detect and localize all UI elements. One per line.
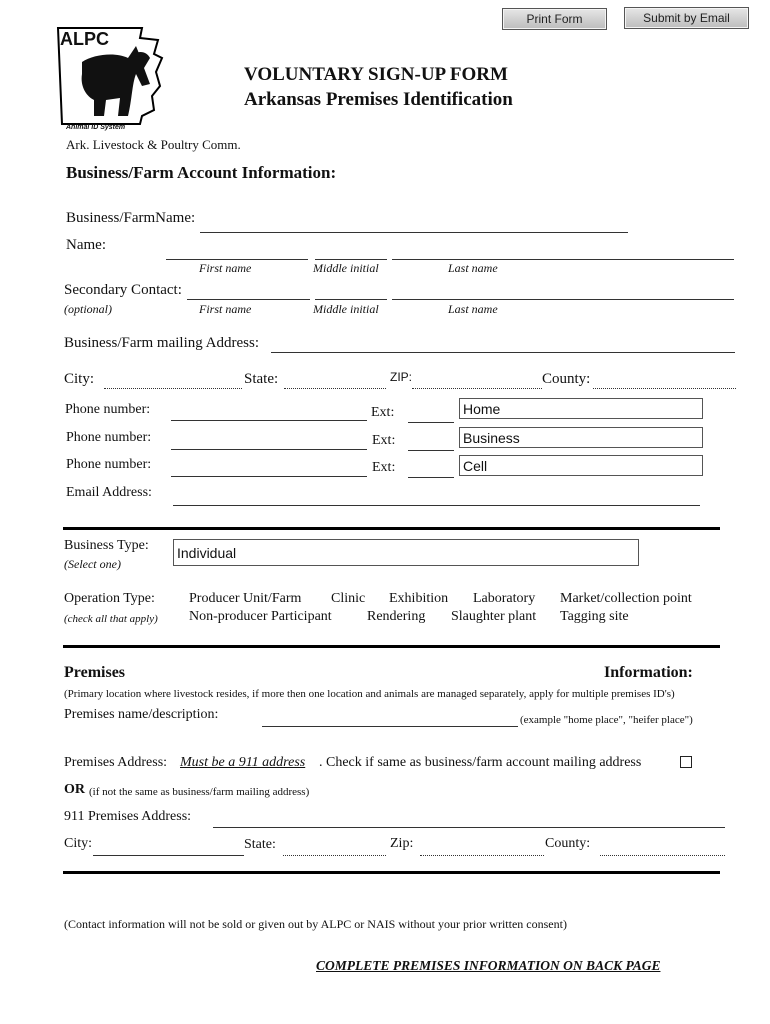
- ext-label-2: Ext:: [372, 433, 396, 448]
- phone-type-select-1[interactable]: Home: [459, 398, 703, 419]
- middle-initial-caption: Middle initial: [313, 261, 379, 275]
- secondary-first-name-caption: First name: [199, 302, 252, 316]
- middle-initial-field[interactable]: [315, 259, 387, 260]
- business-type-hint: (Select one): [64, 557, 121, 571]
- farm-name-label: Business/FarmName:: [66, 210, 196, 226]
- secondary-last-name-field[interactable]: [392, 299, 734, 300]
- premises-zip-field[interactable]: [420, 855, 544, 856]
- premises-example: (example "home place", "heifer place"): [520, 714, 693, 726]
- premises-name-field[interactable]: [262, 726, 518, 727]
- consent-note: (Contact information will not be sold or given out by ALPC or NAIS without your prior written consent): [64, 917, 567, 931]
- secondary-first-name-field[interactable]: [187, 299, 310, 300]
- organization-name: Ark. Livestock & Poultry Comm.: [66, 137, 241, 152]
- premises-911-address-field[interactable]: [213, 827, 725, 828]
- phone-label-2: Phone number:: [66, 430, 152, 445]
- logo-text: ALPC: [60, 29, 109, 49]
- op-laboratory[interactable]: Laboratory: [473, 591, 536, 606]
- print-form-button[interactable]: Print Form: [502, 8, 607, 30]
- op-market-collection[interactable]: Market/collection point: [560, 591, 692, 606]
- zip-label: ZIP:: [390, 370, 413, 384]
- premises-zip-label: Zip:: [390, 836, 414, 851]
- operation-type-label: Operation Type:: [64, 591, 155, 606]
- ext-field-3[interactable]: [408, 477, 454, 478]
- business-type-label: Business Type:: [64, 538, 149, 553]
- phone-label-3: Phone number:: [66, 457, 152, 472]
- farm-name-field[interactable]: [200, 232, 628, 233]
- state-label: State:: [244, 371, 279, 387]
- op-non-producer[interactable]: Non-producer Participant: [189, 609, 332, 624]
- op-rendering[interactable]: Rendering: [367, 609, 426, 624]
- business-type-select[interactable]: Individual: [173, 539, 639, 566]
- alpc-logo: [54, 24, 166, 136]
- premises-address-label: Premises Address:: [64, 755, 168, 770]
- secondary-contact-label: Secondary Contact:: [64, 282, 182, 298]
- first-name-field[interactable]: [166, 259, 308, 260]
- must-911-note: Must be a 911 address: [180, 755, 306, 770]
- or-note: (if not the same as business/farm mailing address): [89, 786, 310, 798]
- section-divider-2: [63, 645, 720, 648]
- first-name-caption: First name: [199, 261, 252, 275]
- secondary-middle-initial-caption: Middle initial: [313, 302, 379, 316]
- premises-heading-left: Premises: [64, 664, 126, 681]
- op-exhibition[interactable]: Exhibition: [389, 591, 449, 606]
- same-address-checkbox[interactable]: [680, 756, 692, 768]
- zip-field[interactable]: [412, 388, 542, 389]
- phone-field-1[interactable]: [171, 420, 367, 421]
- form-subtitle: Arkansas Premises Identification: [244, 89, 513, 110]
- county-field[interactable]: [593, 388, 736, 389]
- secondary-middle-initial-field[interactable]: [315, 299, 387, 300]
- premises-state-label: State:: [244, 837, 276, 852]
- premises-city-field[interactable]: [93, 855, 244, 856]
- premises-county-label: County:: [545, 836, 591, 851]
- same-address-label: . Check if same as business/farm account mailing address: [319, 755, 642, 770]
- mailing-address-label: Business/Farm mailing Address:: [64, 335, 259, 351]
- form-title: VOLUNTARY SIGN-UP FORM: [244, 64, 508, 85]
- state-field[interactable]: [284, 388, 386, 389]
- last-name-caption: Last name: [448, 261, 498, 275]
- premises-note: (Primary location where livestock resides, if more then one location and animals are managed separately, apply for multiple premises ID's): [64, 688, 675, 700]
- ext-field-1[interactable]: [408, 422, 454, 423]
- back-page-notice: COMPLETE PREMISES INFORMATION ON BACK PAGE: [316, 958, 661, 973]
- phone-label-1: Phone number:: [65, 402, 151, 417]
- op-producer-unit[interactable]: Producer Unit/Farm: [189, 591, 302, 606]
- business-section-heading: Business/Farm Account Information:: [66, 163, 337, 182]
- ext-label-3: Ext:: [372, 460, 396, 475]
- logo-subtitle: Animal ID System: [66, 124, 126, 131]
- operation-type-hint: (check all that apply): [64, 613, 158, 625]
- city-label: City:: [64, 371, 95, 387]
- last-name-field[interactable]: [392, 259, 734, 260]
- phone-type-select-2[interactable]: Business: [459, 427, 703, 448]
- op-clinic[interactable]: Clinic: [331, 591, 366, 606]
- premises-911-label: 911 Premises Address:: [64, 809, 192, 824]
- premises-city-label: City:: [64, 836, 93, 851]
- premises-state-field[interactable]: [283, 855, 386, 856]
- phone-field-2[interactable]: [171, 449, 367, 450]
- or-label: OR: [64, 782, 85, 797]
- secondary-last-name-caption: Last name: [448, 302, 498, 316]
- phone-field-3[interactable]: [171, 476, 367, 477]
- op-slaughter-plant[interactable]: Slaughter plant: [451, 609, 537, 624]
- mailing-address-field[interactable]: [271, 352, 735, 353]
- name-label: Name:: [66, 237, 106, 253]
- county-label: County:: [542, 371, 591, 387]
- phone-type-select-3[interactable]: Cell: [459, 455, 703, 476]
- email-label: Email Address:: [66, 485, 152, 500]
- premises-name-label: Premises name/description:: [64, 707, 219, 722]
- op-tagging-site[interactable]: Tagging site: [560, 609, 629, 624]
- optional-caption: (optional): [64, 302, 112, 316]
- city-field[interactable]: [104, 388, 242, 389]
- section-divider-3: [63, 871, 720, 874]
- section-divider-1: [63, 527, 720, 530]
- ext-label-1: Ext:: [371, 405, 395, 420]
- email-field[interactable]: [173, 505, 700, 506]
- premises-county-field[interactable]: [600, 855, 725, 856]
- premises-heading-right: Information:: [604, 664, 693, 681]
- ext-field-2[interactable]: [408, 450, 454, 451]
- submit-by-email-button[interactable]: Submit by Email: [624, 7, 749, 29]
